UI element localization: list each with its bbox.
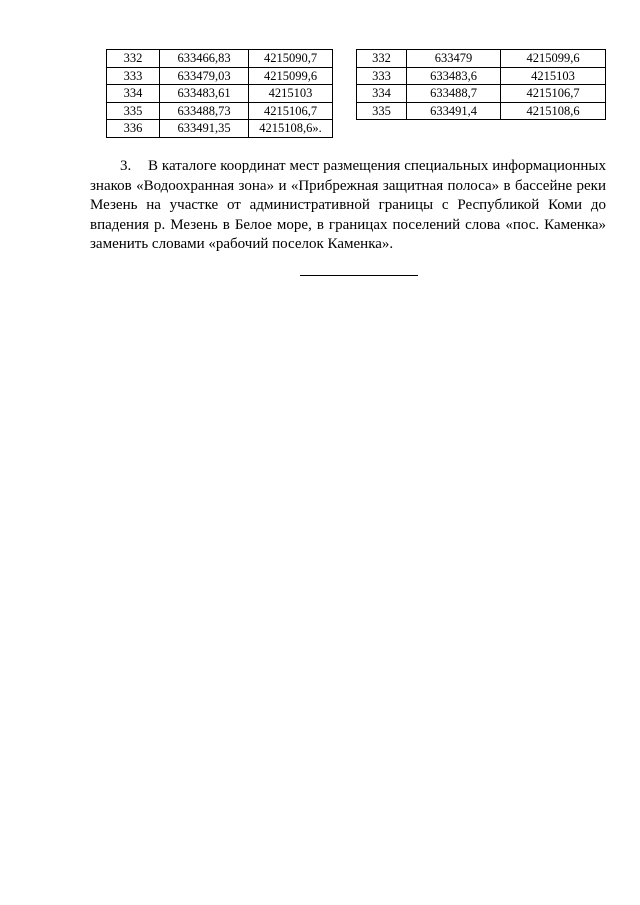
x-coordinate-cell: 633491,4 — [407, 102, 501, 120]
table-row — [107, 102, 333, 120]
table-row — [357, 50, 606, 68]
x-coordinate-cell: 633483,6 — [407, 67, 501, 85]
point-number-cell: 335 — [107, 102, 160, 120]
table-row — [107, 50, 333, 68]
x-coordinate-cell: 633479,03 — [160, 67, 249, 85]
coordinates-table-right — [356, 49, 606, 120]
paragraph-text: В каталоге координат мест размещения специальных информационных знаков «Водоохранная зона» и «Прибрежная защитная полоса» в бассейне реки Мезень на участке от административной границы с Республикой Коми до впадения р. Мезень в Белое море, в границах поселений слова «пос. Каменка» заменить словами «рабочий поселок Каменка». — [90, 158, 606, 253]
y-coordinate-cell: 4215106,7 — [501, 85, 606, 103]
paragraph-number: 3. — [120, 158, 132, 174]
x-coordinate-cell: 633491,35 — [160, 120, 249, 138]
y-coordinate-cell: 4215099,6 — [249, 67, 333, 85]
table-row — [107, 67, 333, 85]
amendment-paragraph-3 — [90, 157, 606, 255]
table-row — [357, 67, 606, 85]
x-coordinate-cell: 633488,7 — [407, 85, 501, 103]
y-coordinate-cell: 4215103 — [501, 67, 606, 85]
x-coordinate-cell: 633483,61 — [160, 85, 249, 103]
y-coordinate-cell: 4215103 — [249, 85, 333, 103]
point-number-cell: 333 — [107, 67, 160, 85]
point-number-cell: 332 — [107, 50, 160, 68]
point-number-cell: 332 — [357, 50, 407, 68]
table-row — [357, 102, 606, 120]
point-number-cell: 336 — [107, 120, 160, 138]
table-row — [357, 85, 606, 103]
x-coordinate-cell: 633466,83 — [160, 50, 249, 68]
y-coordinate-cell: 4215099,6 — [501, 50, 606, 68]
y-coordinate-cell: 4215090,7 — [249, 50, 333, 68]
point-number-cell: 333 — [357, 67, 407, 85]
x-coordinate-cell: 633488,73 — [160, 102, 249, 120]
point-number-cell: 334 — [107, 85, 160, 103]
x-coordinate-cell: 633479 — [407, 50, 501, 68]
coordinates-table-left — [106, 49, 333, 138]
table-row — [107, 120, 333, 138]
y-coordinate-cell: 4215108,6». — [249, 120, 333, 138]
table-row — [107, 85, 333, 103]
y-coordinate-cell: 4215108,6 — [501, 102, 606, 120]
document-end-rule — [300, 275, 418, 276]
point-number-cell: 335 — [357, 102, 407, 120]
point-number-cell: 334 — [357, 85, 407, 103]
y-coordinate-cell: 4215106,7 — [249, 102, 333, 120]
